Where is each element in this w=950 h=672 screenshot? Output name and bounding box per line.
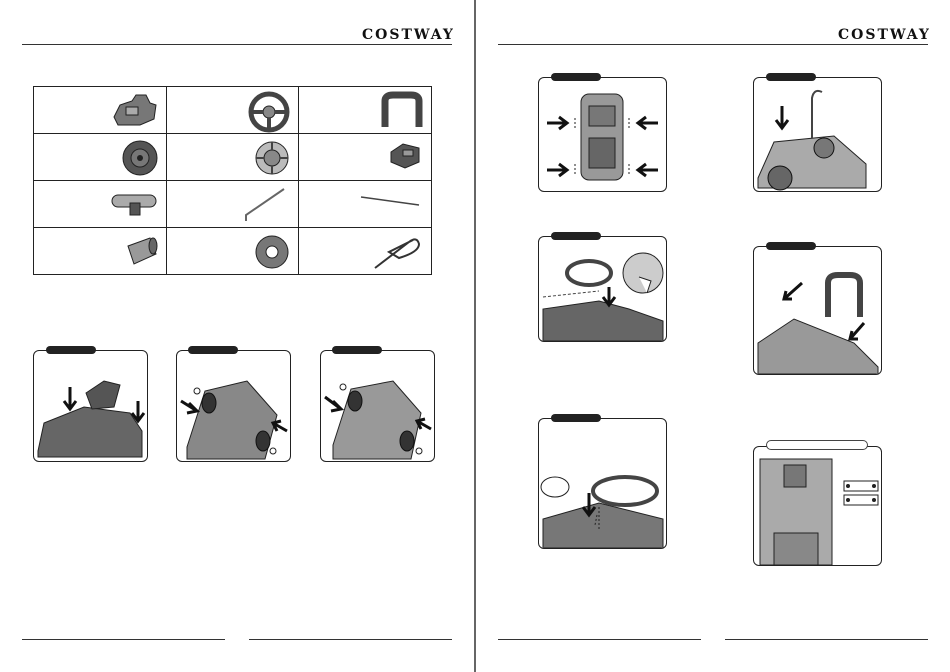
wheel-icon — [120, 138, 160, 178]
step-label-outline — [766, 440, 868, 450]
step-panel-steering — [538, 236, 667, 342]
steering-wheel-icon — [246, 91, 292, 133]
step-panel-body — [33, 350, 148, 462]
footer-rule — [22, 639, 225, 640]
step-label — [551, 414, 601, 422]
body-part-icon — [110, 91, 160, 131]
right-page — [475, 0, 950, 672]
bushing-icon — [120, 232, 160, 272]
part-cell — [299, 228, 432, 275]
footer-rule — [249, 639, 452, 640]
battery-box-icon — [385, 138, 425, 172]
step-label — [551, 232, 601, 240]
step-panel-battery — [753, 446, 882, 566]
step-label — [188, 346, 238, 354]
parts-table — [33, 86, 432, 275]
header-rule — [22, 44, 452, 45]
thin-rod-icon — [355, 185, 425, 215]
step-panel-rear-wheels — [176, 350, 291, 462]
header-rule — [498, 44, 928, 45]
step-panel-top-view — [538, 77, 667, 192]
part-cell — [34, 134, 167, 181]
washer-icon — [252, 232, 292, 272]
part-cell — [34, 228, 167, 275]
step-label — [332, 346, 382, 354]
part-cell — [166, 134, 299, 181]
part-cell — [166, 181, 299, 228]
step-panel-underside — [753, 77, 882, 192]
part-cell — [299, 134, 432, 181]
part-cell — [299, 181, 432, 228]
part-cell — [299, 87, 432, 134]
step-label — [766, 242, 816, 250]
seat-bar-icon — [108, 185, 160, 219]
footer-rule — [498, 639, 701, 640]
part-cell — [166, 228, 299, 275]
step-panel-handle — [753, 246, 882, 375]
part-cell — [34, 181, 167, 228]
hubcap-icon — [252, 138, 292, 178]
step-label — [46, 346, 96, 354]
brand-logo: COSTWAY — [838, 27, 931, 43]
part-cell — [34, 87, 167, 134]
step-panel-horn — [538, 418, 667, 549]
step-panel-front-wheels — [320, 350, 435, 462]
brand-logo: COSTWAY — [362, 27, 455, 43]
step-label — [551, 73, 601, 81]
footer-rule — [725, 639, 928, 640]
axle-rod-icon — [232, 185, 292, 225]
part-cell — [166, 87, 299, 134]
cotter-pin-icon — [369, 232, 425, 272]
step-label — [766, 73, 816, 81]
handle-bar-icon — [379, 91, 425, 131]
